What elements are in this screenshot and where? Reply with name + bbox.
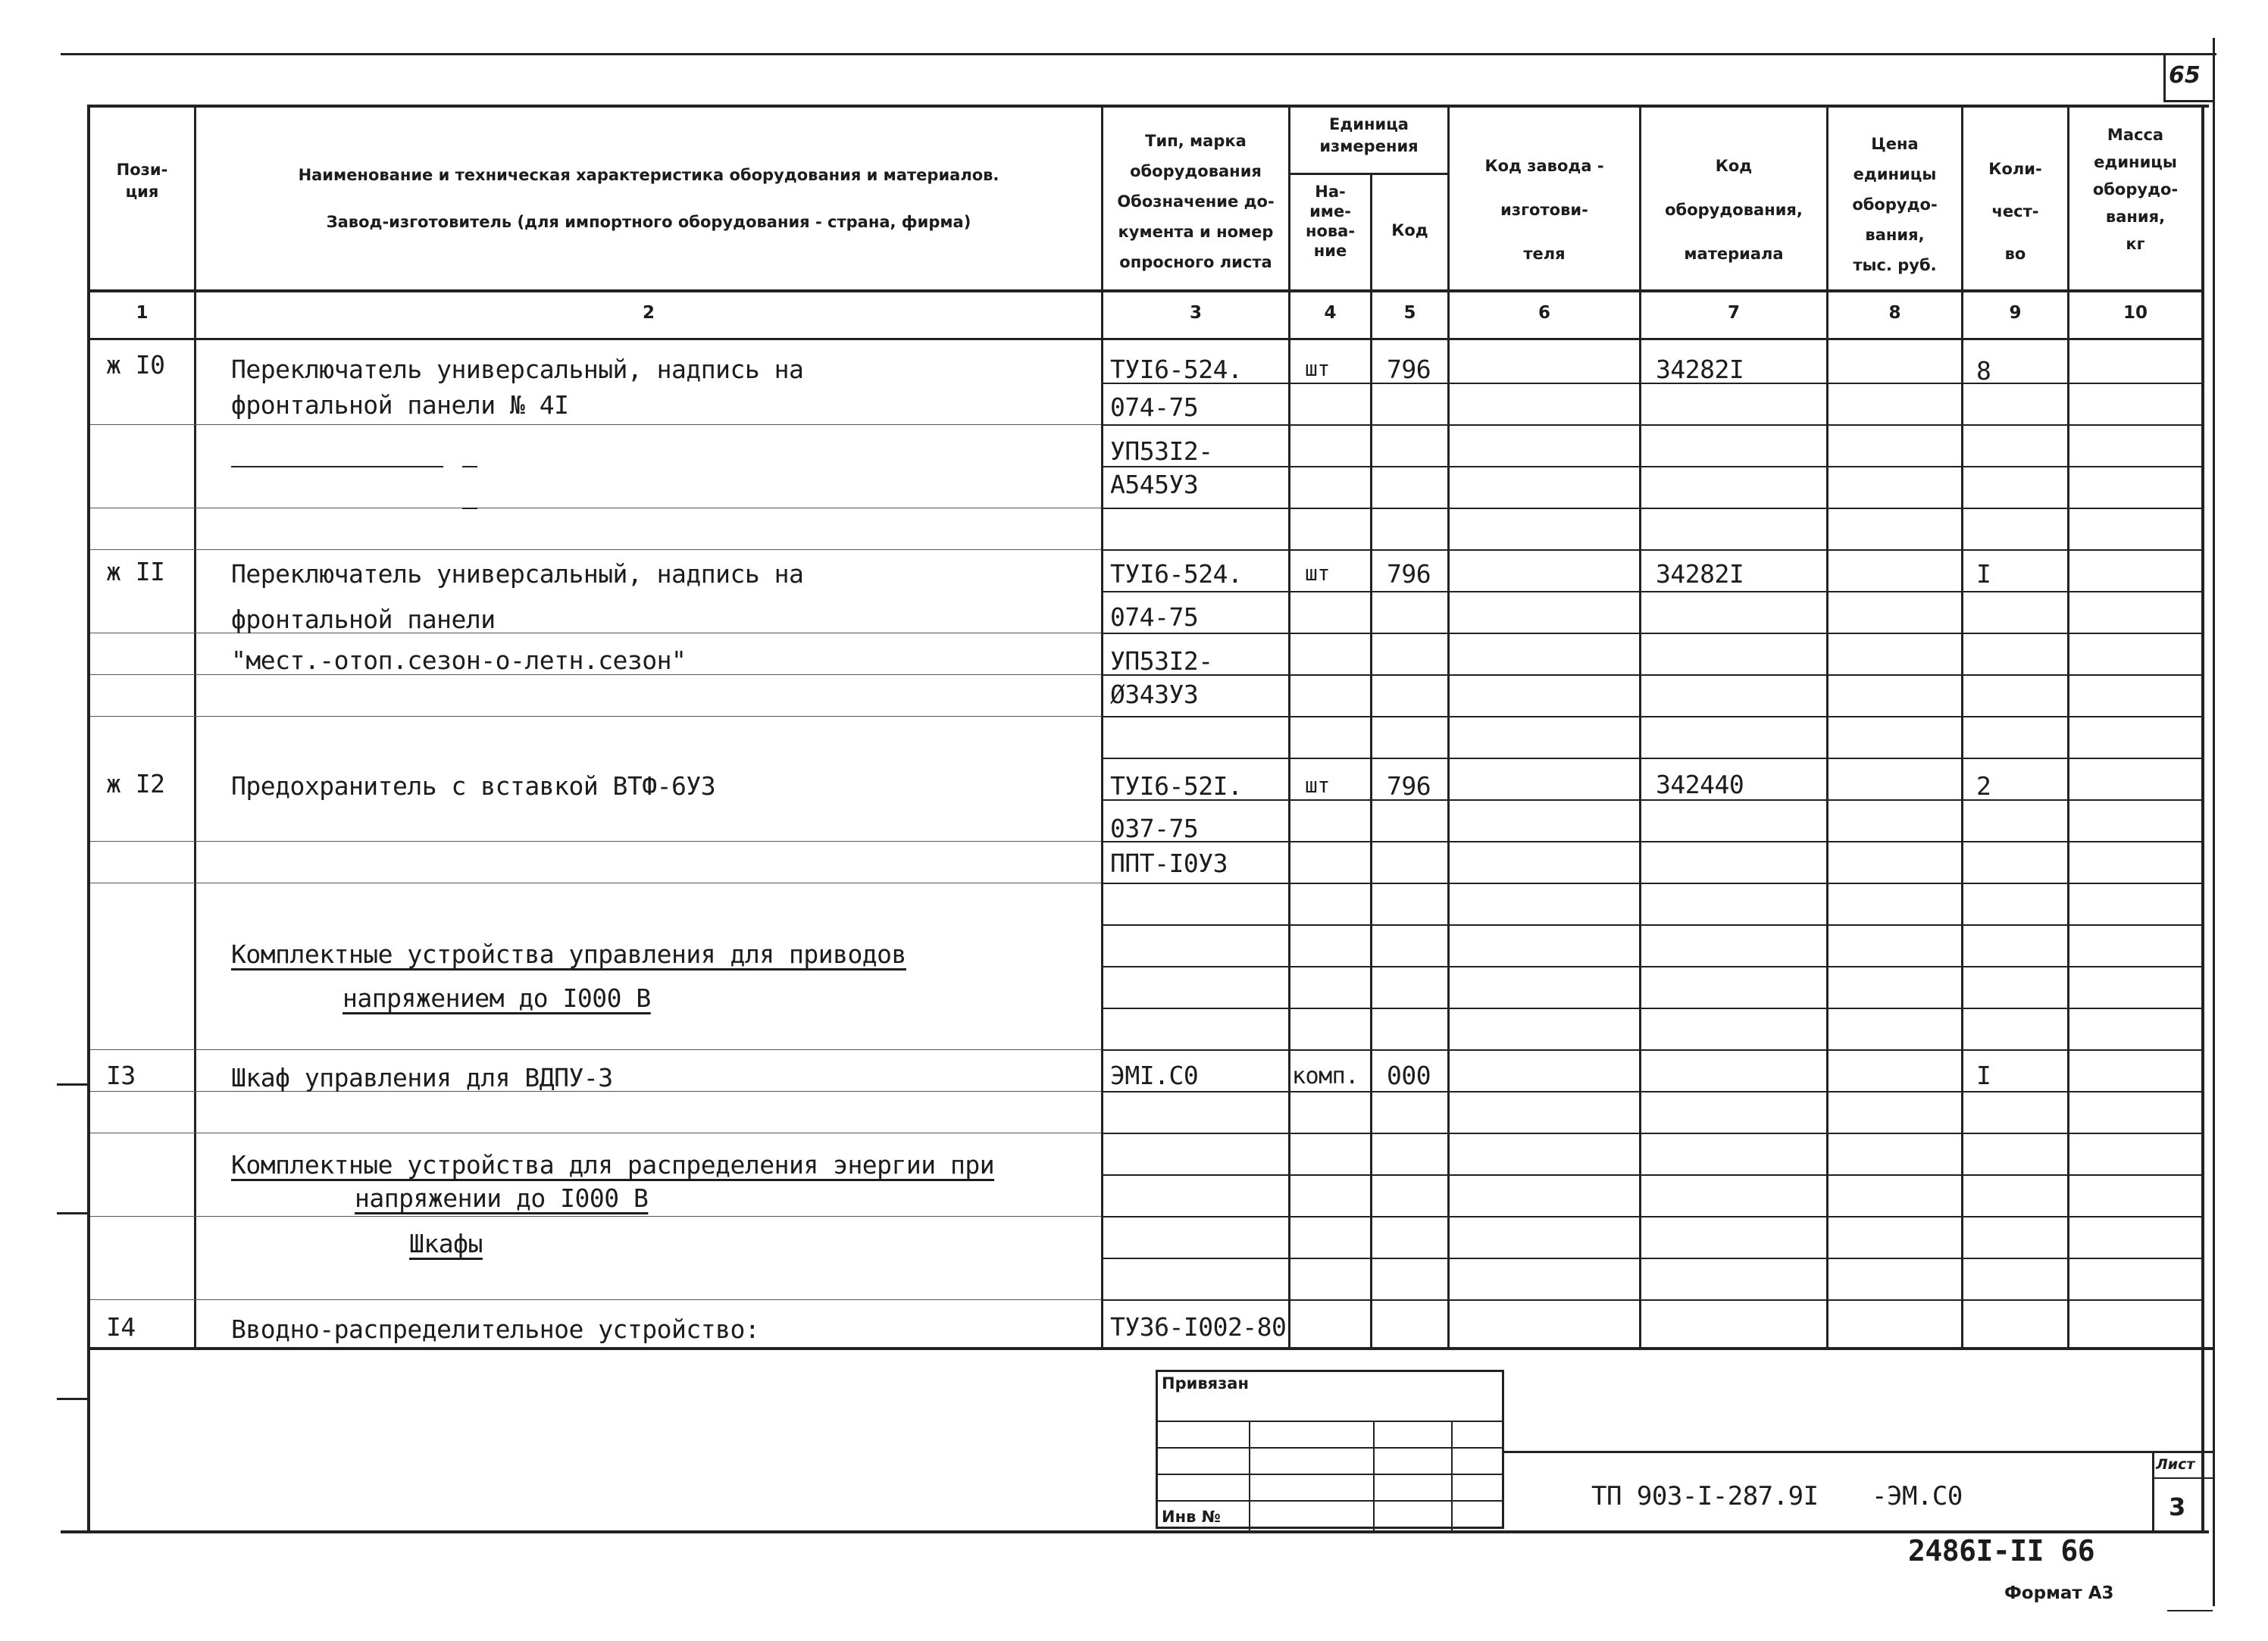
header-equipment-code: Код оборудования, материала (1665, 157, 1803, 263)
row-unit-code: 796 (1387, 559, 1431, 589)
row-unit: шт (1305, 356, 1330, 381)
row-type: А545У3 (1110, 470, 1199, 499)
colnum-3: 3 (1189, 303, 1202, 323)
colnum-2: 2 (642, 303, 655, 323)
row-type: УП53I2- (1110, 646, 1213, 676)
document-suffix: -ЭМ.С0 (1872, 1481, 1963, 1511)
row-quantity: 2 (1976, 771, 1991, 801)
header-price: Цена единицы оборудо- вания, тыс. руб. (1852, 135, 1938, 274)
header-type: Тип, марка оборудования Обозначение до- кумента и номер опросного листа (1117, 132, 1275, 271)
row-equipment-code: 342440 (1656, 770, 1744, 799)
row-position: ж I0 (106, 350, 165, 380)
sheet-label: Лист (2156, 1456, 2195, 1473)
colnum-8: 8 (1888, 303, 1901, 323)
row-type: ЭМI.С0 (1110, 1061, 1199, 1090)
row-name: Шкаф управления для ВДПУ-3 (231, 1063, 613, 1092)
colnum-9: 9 (2009, 303, 2022, 323)
header-mass: Масса единицы оборудо- вания, кг (2092, 126, 2179, 253)
row-unit: комп. (1292, 1063, 1359, 1089)
row-unit-code: 796 (1387, 771, 1431, 801)
sheet-number: 3 (2169, 1493, 2186, 1521)
header-unit-group: Единица измерения (1319, 115, 1419, 155)
row-position: ж I2 (106, 769, 165, 799)
row-name: фронтальной панели (231, 605, 496, 634)
archive-number: 2486I-II 66 (1908, 1534, 2095, 1568)
section-heading: Комплектные устройства управления для приводов (231, 939, 906, 969)
row-type: ТУI6-524. (1110, 559, 1243, 589)
row-type: Ø343У3 (1110, 680, 1199, 709)
row-unit: шт (1305, 773, 1330, 798)
row-name: Предохранитель с вставкой ВТФ-6У3 (231, 771, 716, 801)
row-type: ТУ36-I002-80 (1110, 1312, 1287, 1342)
row-name: Вводно-распределительное устройство: (231, 1314, 760, 1344)
row-name: Переключатель универсальный, надпись на (231, 355, 804, 384)
row-unit: шт (1305, 561, 1330, 586)
sheet-corner-number: 65 (2169, 62, 2201, 89)
document-code: ТП 903-I-287.9I (1591, 1481, 1819, 1511)
row-equipment-code: 34282I (1656, 355, 1744, 384)
colnum-4: 4 (1324, 303, 1337, 323)
header-unit-code: Код (1391, 221, 1428, 239)
row-unit-code: 000 (1387, 1061, 1431, 1090)
section-heading: Комплектные устройства для распределения энергии при (231, 1150, 995, 1180)
row-quantity: I (1976, 1061, 1991, 1090)
row-position: ж II (106, 557, 165, 586)
section-heading: Шкафы (409, 1229, 483, 1258)
row-type: УП53I2- (1110, 436, 1213, 466)
header-name: Наименование и техническая характеристика оборудования и материалов. Завод-изготовитель (для импортного оборудования - страна, фирма) (298, 166, 999, 231)
header-maker-code: Код завода - изготови- теля (1484, 157, 1604, 263)
inventory-label: Инв № (1162, 1508, 1221, 1526)
colnum-1: 1 (136, 303, 149, 323)
section-heading: напряжением до I000 В (343, 983, 651, 1013)
row-unit-code: 796 (1387, 355, 1431, 384)
format-label: Формат А3 (2004, 1583, 2114, 1603)
row-name: "мест.-отоп.сезон-о-летн.сезон" (231, 645, 687, 675)
section-heading: напряжении до I000 В (355, 1183, 649, 1213)
row-name: фронтальной панели № 4I (231, 390, 569, 420)
colnum-7: 7 (1727, 303, 1740, 323)
row-name: Переключатель универсальный, надпись на (231, 559, 804, 589)
header-unit-name: На- име- нова- ние (1305, 183, 1356, 260)
colnum-5: 5 (1403, 303, 1416, 323)
row-equipment-code: 34282I (1656, 559, 1744, 589)
row-type: ТУI6-524. (1110, 355, 1243, 384)
row-position: I4 (106, 1312, 136, 1342)
header-quantity: Коли- чест- во (1988, 160, 2042, 263)
row-quantity: I (1976, 559, 1991, 589)
colnum-6: 6 (1538, 303, 1550, 323)
row-quantity: 8 (1976, 356, 1991, 386)
row-type: ППТ-I0У3 (1110, 849, 1228, 878)
linked-label: Привязан (1162, 1374, 1249, 1393)
header-position: Пози- ция (116, 161, 168, 201)
colnum-10: 10 (2123, 303, 2148, 323)
row-type: ТУI6-52I. (1110, 771, 1243, 801)
row-position: I3 (106, 1061, 136, 1090)
row-type: 074-75 (1110, 602, 1199, 632)
row-type: 074-75 (1110, 392, 1199, 422)
row-type: 037-75 (1110, 814, 1199, 843)
